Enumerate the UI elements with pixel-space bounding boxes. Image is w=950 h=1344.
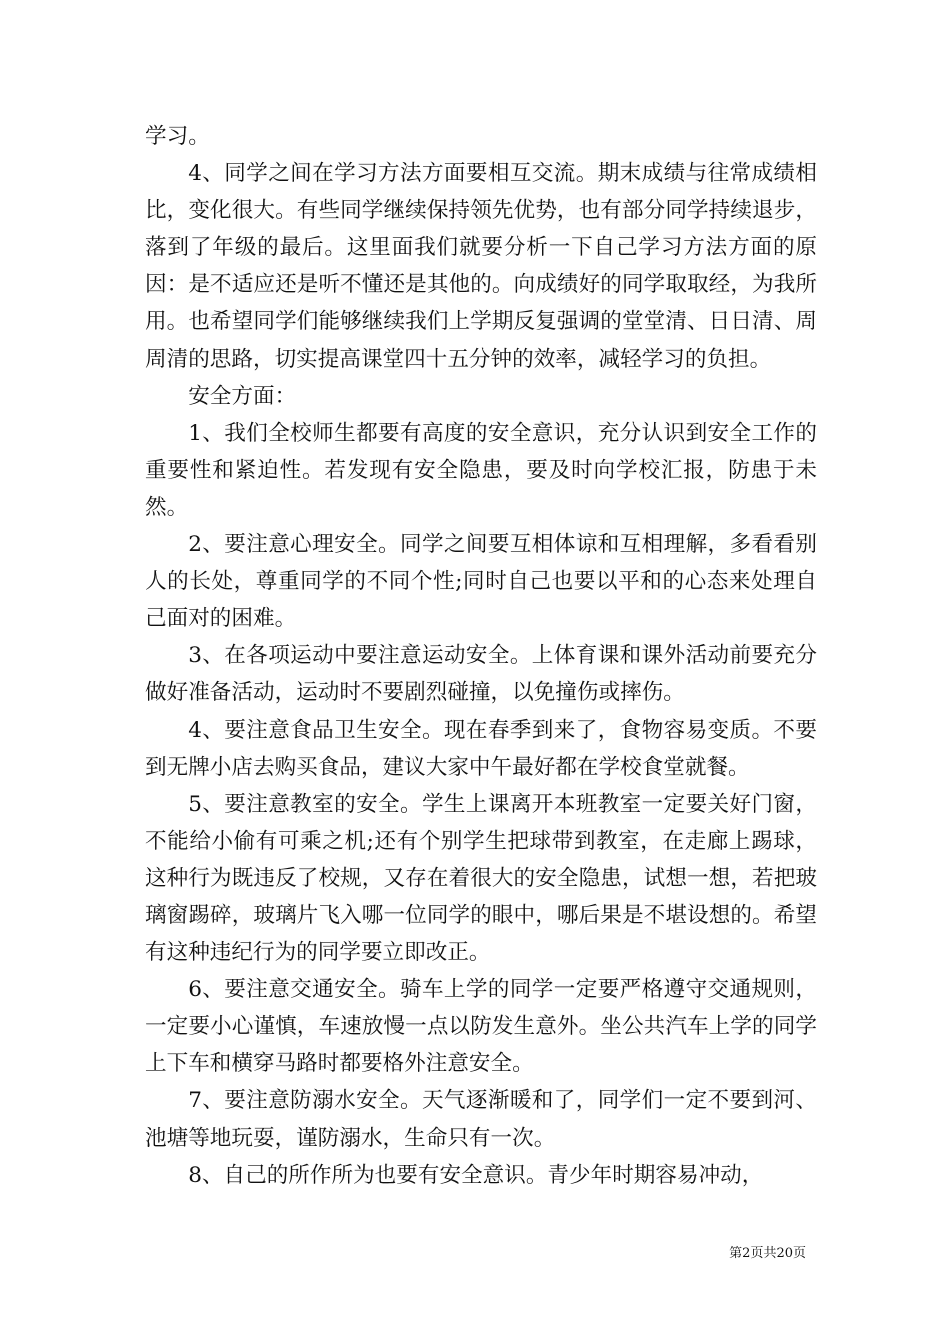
paragraph: 7、要注意防溺水安全。天气逐渐暖和了，同学们一定不要到河、池塘等地玩耍，谨防溺水，生命只有一次。 <box>145 1088 817 1151</box>
paragraph: 6、要注意交通安全。骑车上学的同学一定要严格遵守交通规则，一定要小心谨慎，车速放慢一点以防发生意外。坐公共汽车上学的同学上下车和横穿马路时都要格外注意安全。 <box>145 977 817 1077</box>
paragraph: 2、要注意心理安全。同学之间要互相体谅和互相理解，多看看别人的长处，尊重同学的不同个性;同时自己也要以平和的心态来处理自己面对的困难。 <box>145 532 817 632</box>
document-body <box>145 118 817 1194</box>
page-number-footer: 第2页共20页 <box>729 1246 806 1261</box>
paragraph: 1、我们全校师生都要有高度的安全意识，充分认识到安全工作的重要性和紧迫性。若发现有安全隐患，要及时向学校汇报，防患于未然。 <box>145 420 817 520</box>
section-heading: 安全方面： <box>188 383 297 409</box>
paragraph: 5、要注意教室的安全。学生上课离开本班教室一定要关好门窗，不能给小偷有可乘之机;还有个别学生把球带到教室，在走廊上踢球，这种行为既违反了校规，又存在着很大的安全隐患，试想一想，若把玻璃窗踢碎，玻璃片飞入哪一位同学的眼中，哪后果是不堪设想的。希望有这种违纪行为的同学要立即改正。 <box>145 791 817 966</box>
paragraph: 4、要注意食品卫生安全。现在春季到来了，食物容易变质。不要到无牌小店去购买食品，建议大家中午最好都在学校食堂就餐。 <box>145 717 817 780</box>
paragraph: 3、在各项运动中要注意运动安全。上体育课和课外活动前要充分做好准备活动，运动时不要剧烈碰撞，以免撞伤或摔伤。 <box>145 643 817 706</box>
paragraph: 学习。 <box>145 124 210 149</box>
paragraph: 8、自己的所作所为也要有安全意识。青少年时期容易冲动， <box>188 1162 764 1188</box>
paragraph: 4、同学之间在学习方法方面要相互交流。期末成绩与往常成绩相比，变化很大。有些同学继续保持领先优势，也有部分同学持续退步，落到了年级的最后。这里面我们就要分析一下自己学习方法方面的原因：是不适应还是听不懂还是其他的。向成绩好的同学取取经，为我所用。也希望同学们能够继续我们上学期反复强调的堂堂清、日日清、周周清的思路，切实提高课堂四十五分钟的效率，减轻学习的负担。 <box>145 161 817 372</box>
